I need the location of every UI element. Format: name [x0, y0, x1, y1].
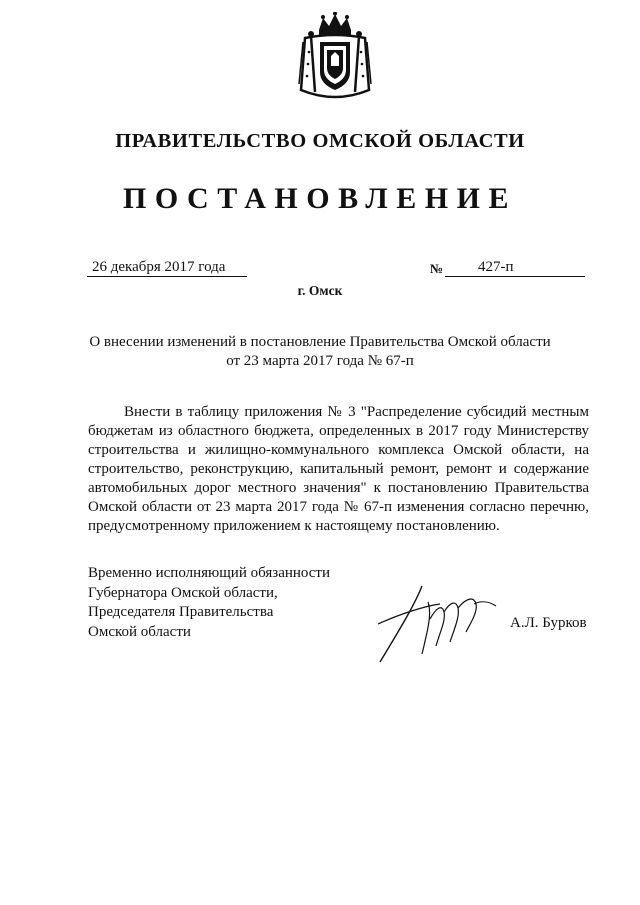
- body-line: Внести в таблицу приложения № 3 "Распределение субсидий местным: [124, 404, 589, 420]
- government-title: ПРАВИТЕЛЬСТВО ОМСКОЙ ОБЛАСТИ: [115, 130, 525, 152]
- position-line: Временно исполняющий обязанности: [88, 565, 331, 581]
- body-line: строительства и жилищно-коммунального комплекса Омской области, на: [88, 442, 589, 458]
- document-date: 26 декабря 2017 года: [87, 259, 247, 277]
- signatory-position: [88, 564, 330, 642]
- document-kind: ПОСТАНОВЛЕНИЕ: [123, 182, 517, 215]
- position-line: Председателя Правительства: [88, 604, 274, 620]
- document-subject: [0, 333, 640, 371]
- body-line: бюджетам из областного бюджета, определенных в 2017 году Министерству: [88, 423, 589, 439]
- body-line: автомобильных дорог местного значения" к постановлению Правительства: [88, 480, 589, 496]
- position-line: Омской области: [88, 623, 191, 640]
- handwritten-signature-icon: [370, 584, 510, 664]
- number-sign: №: [430, 261, 444, 276]
- document-number: 427-п: [445, 259, 585, 277]
- body-line: строительство, реконструкцию, капитальный ремонт, ремонт и содержание: [88, 461, 589, 477]
- body-line: предусмотренному приложением к настоящему постановлению.: [88, 518, 500, 534]
- coat-of-arms-icon: [297, 12, 373, 102]
- document-city: г. Омск: [297, 283, 343, 298]
- body-line: Омской области от 23 марта 2017 года № 67-п изменения согласно перечню,: [88, 499, 589, 515]
- position-line: Губернатора Омской области,: [88, 584, 278, 601]
- subject-line: О внесении изменений в постановление Правительства Омской области: [89, 334, 551, 350]
- subject-line: от 23 марта 2017 года № 67-п: [226, 353, 414, 369]
- signer-name: А.Л. Бурков: [510, 615, 587, 631]
